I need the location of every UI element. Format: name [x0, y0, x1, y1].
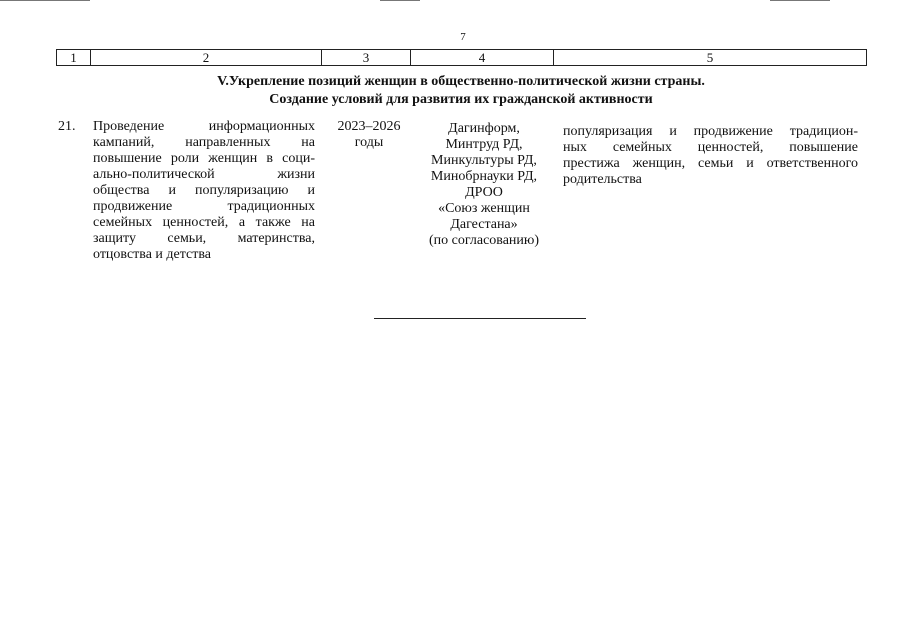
description-line: семейных ценностей, а также на	[93, 215, 315, 230]
section-title: V.Укрепление позиций женщин в общественно-политической жизни страны.	[217, 74, 705, 89]
description-line: отцовства и детства	[93, 247, 212, 262]
result-line: ных семейных ценностей, повышение	[563, 140, 858, 155]
executor-line: Дагинформ,	[448, 121, 520, 136]
executor-line: Минобрнауки РД,	[430, 169, 538, 184]
column-header-3: 3	[322, 50, 411, 66]
result-line: популяризация и продвижение традицион-	[563, 124, 858, 139]
row-executors	[418, 121, 550, 249]
executor-line: Минтруд РД,	[445, 137, 523, 152]
row-expected-result	[563, 124, 858, 188]
row-number: 21.	[58, 119, 76, 134]
column-header-2: 2	[91, 50, 322, 66]
description-line: ально-политической жизни	[93, 167, 315, 182]
executor-line: «Союз женщин	[438, 201, 530, 216]
result-line: родительства	[563, 172, 642, 187]
section-subtitle: Создание условий для развития их гражданской активности	[269, 92, 653, 107]
period-line: 2023–2026	[337, 119, 401, 134]
column-header-4: 4	[411, 50, 554, 66]
executor-line: (по согласованию)	[428, 233, 540, 248]
executor-line: ДРОО	[465, 185, 503, 200]
row-period	[325, 119, 413, 151]
scan-edge-mark	[380, 0, 420, 1]
description-line: защиту семьи, материнства,	[93, 231, 315, 246]
result-line: престижа женщин, семьи и ответственного	[563, 156, 858, 171]
scan-edge-mark	[0, 0, 90, 1]
executor-line: Дагестана»	[450, 217, 518, 232]
end-of-table-divider	[374, 318, 586, 319]
page-number: 7	[460, 31, 466, 43]
period-line: годы	[354, 135, 384, 150]
column-header-row	[56, 49, 867, 66]
description-line: кампаний, направленных на	[93, 135, 315, 150]
scan-edge-mark	[770, 0, 830, 1]
column-header-5: 5	[554, 50, 867, 66]
description-line: Проведение информационных	[93, 119, 315, 134]
description-line: продвижение традиционных	[93, 199, 315, 214]
column-header-1: 1	[57, 50, 91, 66]
executor-line: Минкультуры РД,	[431, 153, 537, 168]
row-description	[93, 119, 315, 263]
description-line: общества и популяризацию и	[93, 183, 315, 198]
description-line: повышение роли женщин в соци-	[93, 151, 315, 166]
